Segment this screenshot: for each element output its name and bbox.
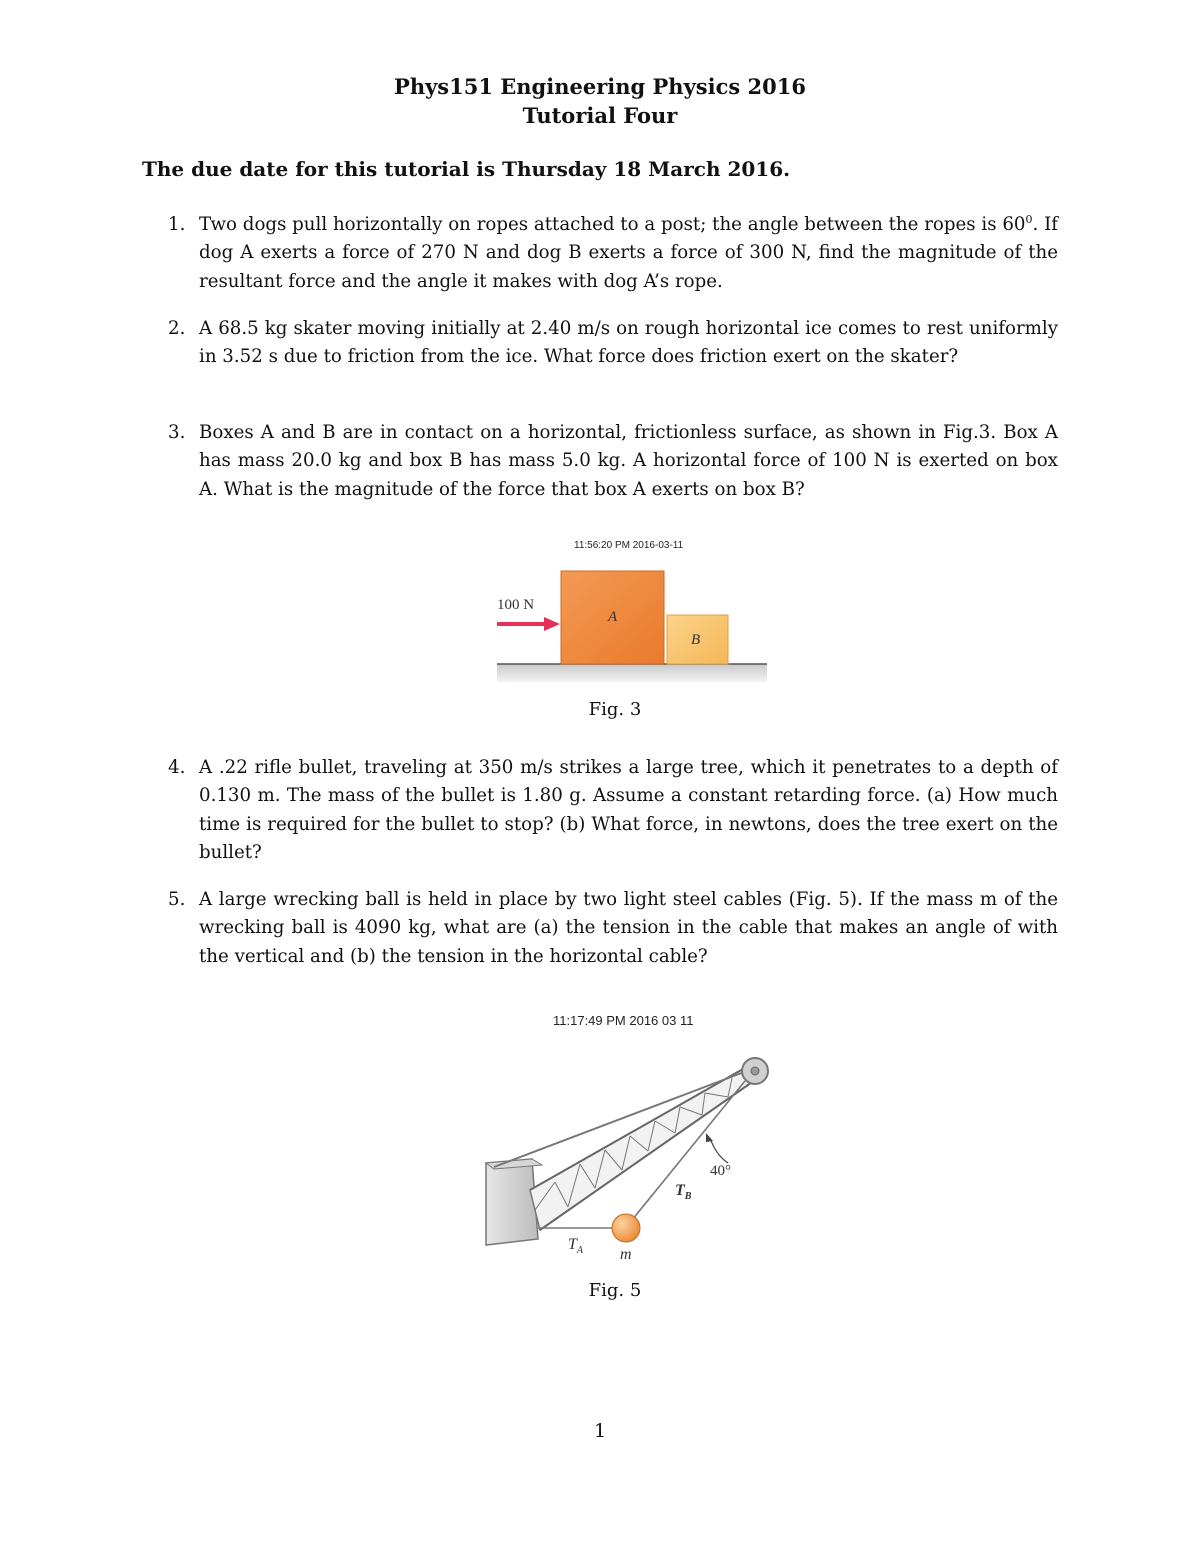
box-a-label: A — [608, 609, 618, 625]
question-text: A large wrecking ball is held in place by two light steel cables (Fig. 5). If the mass m of the wrecking ball is 4090 kg, what are (a) the tension in the cable that makes an angle of with the vertical and (b) the tension in the horizontal cable? — [199, 889, 1058, 967]
angle-arc — [710, 1138, 728, 1163]
question-number: 2. — [168, 318, 186, 339]
question-number: 3. — [168, 422, 186, 443]
question-4 — [168, 754, 1058, 867]
box-b-label: B — [691, 632, 701, 648]
question-text: A .22 rifle bullet, traveling at 350 m/s strikes a large tree, which it penetrates to a depth of 0.130 m. The mass of the bullet is 1.80 g. Assume a constant retarding force. (a) How much time is required for the bullet to stop? (b) What force, in newtons, does the tree exert on the bullet? — [199, 757, 1058, 863]
question-2 — [168, 315, 1058, 372]
mass-label: m — [620, 1246, 632, 1263]
wrecking-ball — [612, 1214, 640, 1242]
question-1 — [168, 211, 1058, 296]
angle-arrowhead — [706, 1133, 713, 1142]
figure-3-diagram — [490, 560, 775, 685]
tension-a-label: $T_A$ — [568, 1236, 584, 1256]
due-date-notice: The due date for this tutorial is Thursday 18 March 2016. — [142, 157, 791, 181]
floor-surface — [497, 664, 767, 682]
figure-5-timestamp: 11:17:49 PM 2016 03 11 — [553, 1013, 694, 1028]
figure-3-caption: Fig. 3 — [588, 699, 642, 720]
document-subtitle: Tutorial Four — [522, 103, 678, 128]
page-number: 1 — [593, 1420, 607, 1442]
tension-b-label: $T_B$ — [675, 1182, 692, 1202]
figure-5-caption: Fig. 5 — [588, 1280, 642, 1301]
question-5 — [168, 886, 1058, 971]
crane-body — [486, 1159, 538, 1245]
question-text: Boxes A and B are in contact on a horizontal, frictionless surface, as shown in Fig.3. Box A has mass 20.0 kg and box B has mass 5.0 kg. A horizontal force of 100 N is exerted on box A. What is the magnitude of the force that box A exerts on box B? — [199, 422, 1058, 500]
document-title: Phys151 Engineering Physics 2016 — [394, 74, 806, 99]
question-3 — [168, 419, 1058, 504]
figure-3-timestamp: 11:56:20 PM 2016-03-11 — [574, 540, 684, 551]
question-text: Two dogs pull horizontally on ropes attached to a post; the angle between the ropes is $60^0$. If dog A exerts a force of 270 N and dog B exerts a force of 300 N, find the magnitude of the resultant force and the angle it makes with dog A’s rope. — [199, 213, 1058, 292]
question-number: 4. — [168, 757, 186, 778]
angle-label: 40° — [710, 1163, 731, 1179]
question-number: 1. — [168, 214, 186, 235]
force-label: 100 N — [497, 597, 535, 613]
question-number: 5. — [168, 889, 186, 910]
question-text: A 68.5 kg skater moving initially at 2.40 m/s on rough horizontal ice comes to rest uniformly in 3.52 s due to friction from the ice. What force does friction exert on the skater? — [199, 318, 1058, 368]
boom-bottom-chord — [540, 1078, 758, 1230]
force-arrow-head — [544, 617, 560, 631]
figure-5-diagram — [480, 1045, 780, 1270]
